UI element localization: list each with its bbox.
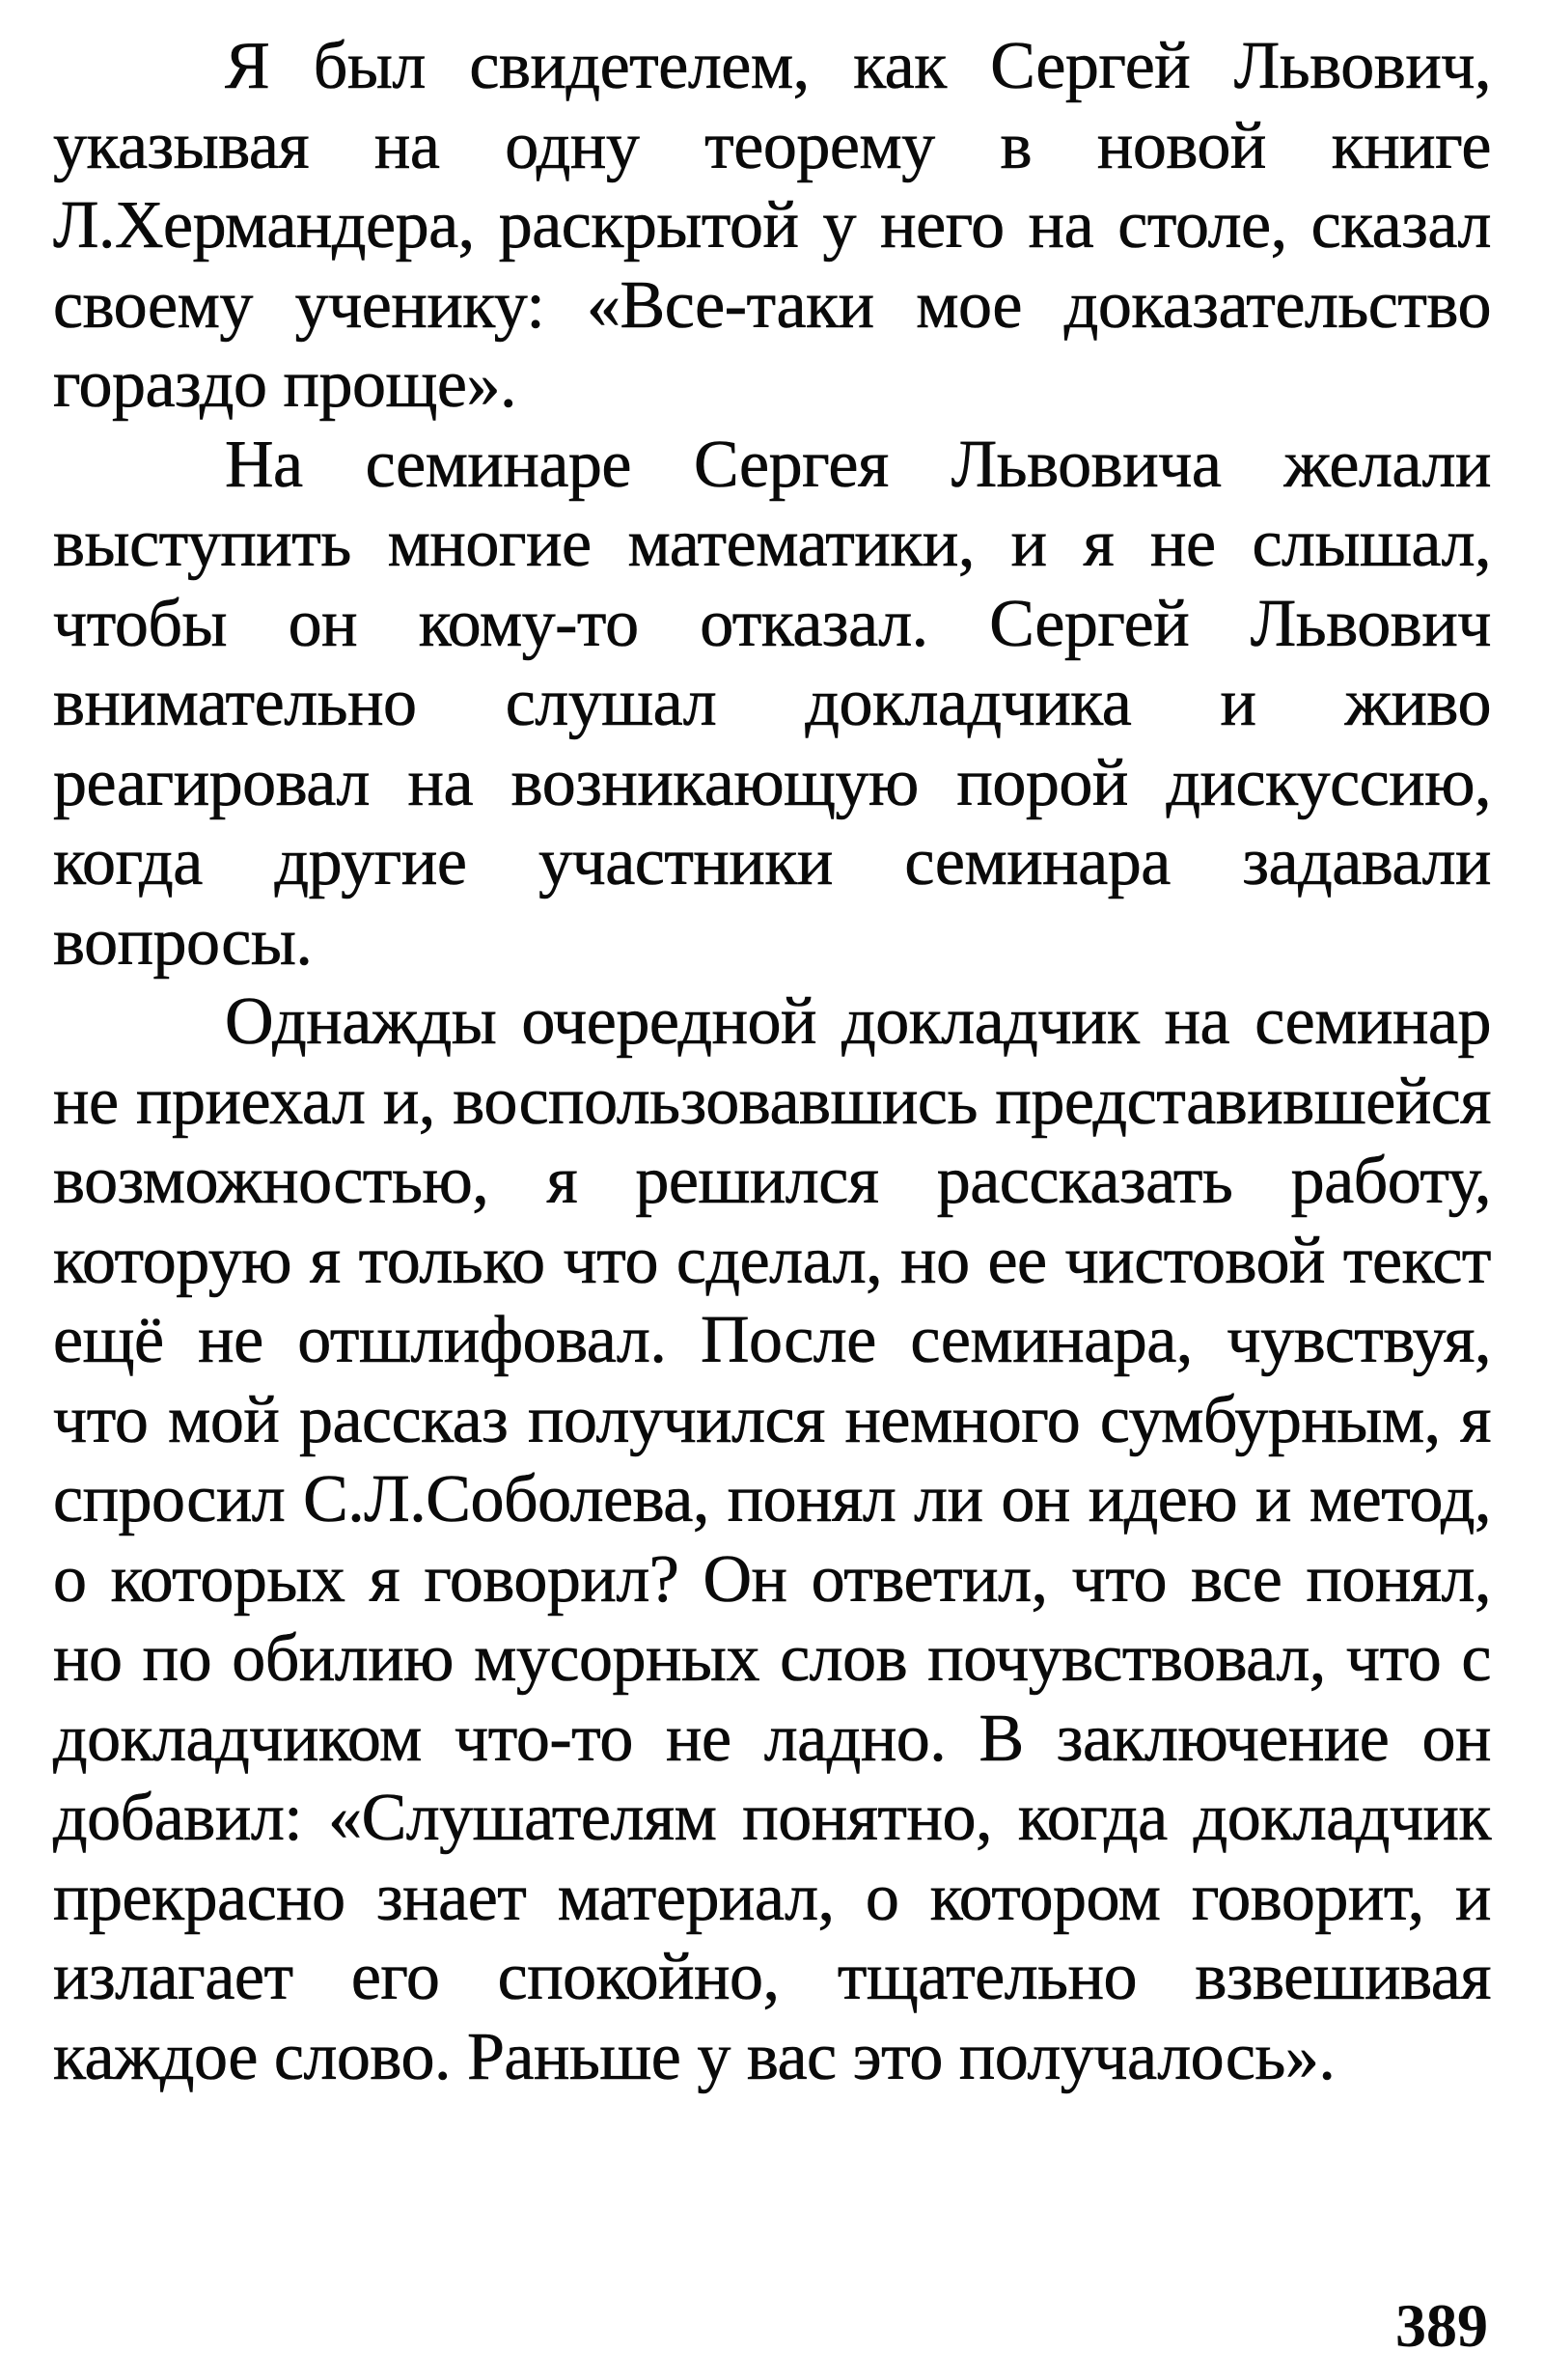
paragraph-2: На семинаре Сергея Львовича желали выступить многие математики, и я не слышал, чтобы он кому-то отказал. Сергей Львович внимательно слушал докладчика и живо реагировал на возникающую порой дискуссию, когда другие участники семинара задавали вопросы. [53, 427, 1507, 980]
paragraph-3: Однажды очередной докладчик на семинар не приехал и, воспользовавшись представившейся возможностью, я решился рассказать работу, которую я только что сделал, но ее чистовой текст ещё не отшлифовал. После семинара, чувствуя, что мой рассказ получился немного сумбурным, я спросил С.Л.Соболева, понял ли он идею и метод, о которых я говорил? Он ответил, что все понял, но по обилию мусорных слов почувствовал, что с докладчиком что-то не ладно. В заключение он добавил: «Слушателям понятно, когда докладчик прекрасно знает материал, о котором говорит, и излагает его спокойно, тщательно взвешивая каждое слово. Раньше у вас это получалось». [53, 984, 1524, 2094]
body-text [53, 27, 1524, 2097]
paragraph-1: Я был свидетелем, как Сергей Львович, указывая на одну теорему в новой книге Л.Хермандера, раскрытой у него на столе, сказал своему ученику: «Все-таки мое доказательство гораздо проще». [53, 29, 1507, 422]
page-number: 389 [1395, 2291, 1488, 2360]
